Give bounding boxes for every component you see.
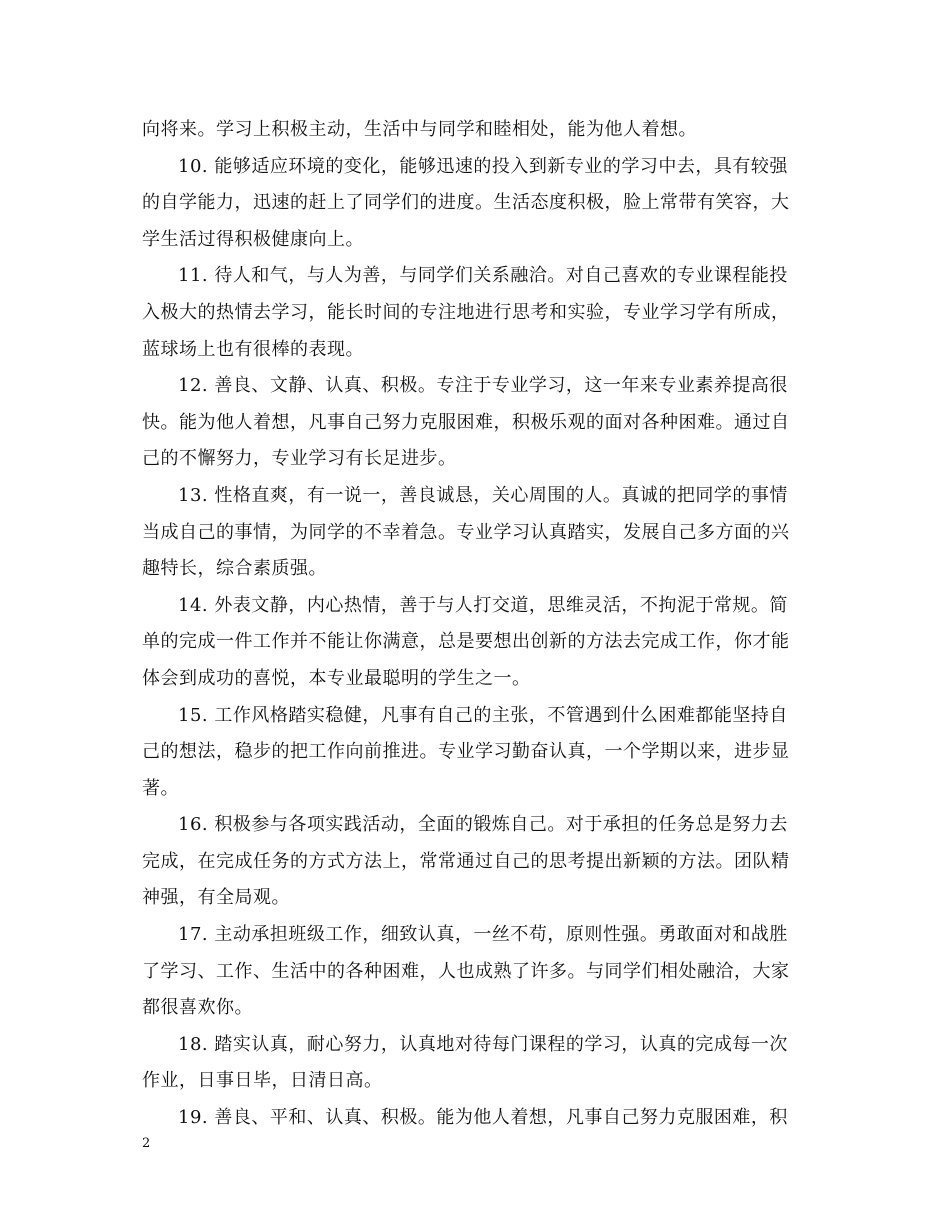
text-line: 神强，有全局观。 bbox=[142, 887, 290, 909]
text-line: 快。能为他人着想，凡事自己努力克服困难，积极乐观的面对各种困难。通过自 bbox=[142, 411, 790, 433]
text-line: 都很喜欢你。 bbox=[142, 997, 253, 1019]
document-body bbox=[142, 112, 810, 1137]
text-line: 18. 踏实认真，耐心努力，认真地对待每门课程的学习，认真的完成每一次 bbox=[178, 1033, 788, 1055]
text-line: 体会到成功的喜悦，本专业最聪明的学生之一。 bbox=[142, 667, 531, 689]
text-line: 向将来。学习上积极主动，生活中与同学和睦相处，能为他人着想。 bbox=[142, 119, 697, 140]
text-line: 13. 性格直爽，有一说一，善良诚恳，关心周围的人。真诚的把同学的事情 bbox=[178, 484, 788, 506]
text-line: 14. 外表文静，内心热情，善于与人打交道，思维灵活，不拘泥于常规。简 bbox=[178, 594, 788, 616]
text-line: 单的完成一件工作并不能让你满意，总是要想出创新的方法去完成工作，你才能 bbox=[142, 631, 790, 653]
text-line: 12. 善良、文静、认真、积极。专注于专业学习，这一年来专业素养提高很 bbox=[178, 375, 788, 397]
text-line: 作业，日事日毕，日清日高。 bbox=[142, 1070, 383, 1092]
page-number: 2 bbox=[142, 1136, 151, 1151]
text-line: 19. 善良、平和、认真、积极。能为他人着想，凡事自己努力克服困难，积 bbox=[178, 1107, 788, 1129]
text-line: 17. 主动承担班级工作，细致认真，一丝不苟，原则性强。勇敢面对和战胜 bbox=[178, 924, 788, 946]
text-line: 当成自己的事情，为同学的不幸着急。专业学习认真踏实，发展自己多方面的兴 bbox=[142, 521, 790, 543]
text-line: 了学习、工作、生活中的各种困难，人也成熟了许多。与同学们相处融洽，大家 bbox=[142, 960, 790, 982]
text-line: 的自学能力，迅速的赶上了同学们的进度。生活态度积极，脸上常带有笑容，大 bbox=[142, 192, 790, 214]
text-line: 16. 积极参与各项实践活动，全面的锻炼自己。对于承担的任务总是努力去 bbox=[178, 814, 788, 836]
text-line: 己的想法，稳步的把工作向前推进。专业学习勤奋认真，一个学期以来，进步显 bbox=[142, 741, 790, 763]
text-line: 10. 能够适应环境的变化，能够迅速的投入到新专业的学习中去，具有较强 bbox=[178, 155, 788, 177]
text-line: 入极大的热情去学习，能长时间的专注地进行思考和实验，专业学习学有所成， bbox=[142, 301, 790, 323]
text-line: 完成，在完成任务的方式方法上，常常通过自己的思考提出新颖的方法。团队精 bbox=[142, 850, 790, 872]
text-line: 著。 bbox=[142, 777, 179, 799]
text-line: 蓝球场上也有很棒的表现。 bbox=[142, 338, 364, 360]
text-line: 学生活过得积极健康向上。 bbox=[142, 228, 364, 250]
text-line: 己的不懈努力，专业学习有长足进步。 bbox=[142, 448, 457, 470]
text-line: 趣特长，综合素质强。 bbox=[142, 558, 327, 580]
text-line: 11. 待人和气，与人为善，与同学们关系融洽。对自己喜欢的专业课程能投 bbox=[178, 265, 788, 287]
text-line: 15. 工作风格踏实稳健，凡事有自己的主张，不管遇到什么困难都能坚持自 bbox=[178, 704, 788, 726]
